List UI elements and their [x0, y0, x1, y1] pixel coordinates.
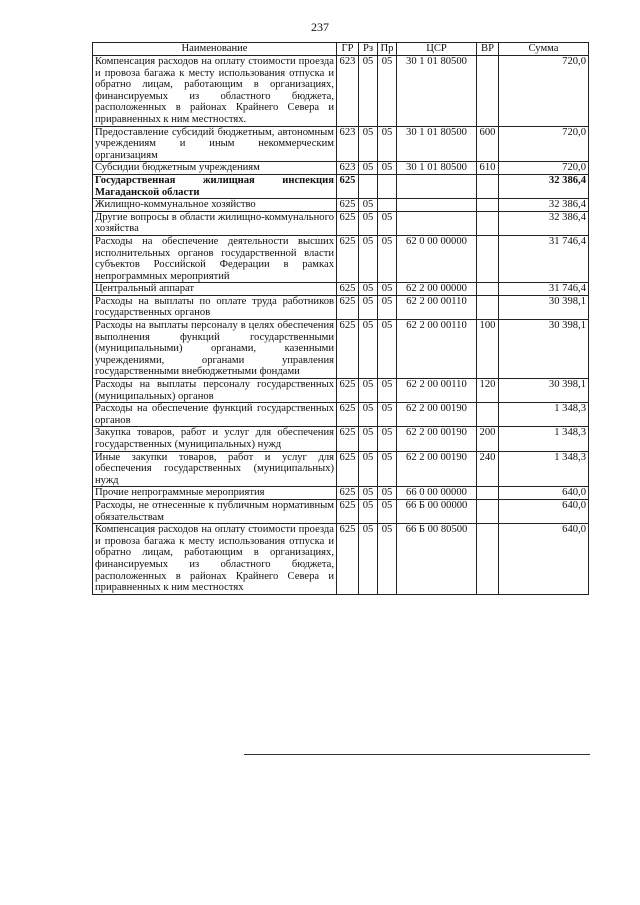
- header-pr: Пр: [378, 43, 397, 56]
- row-csr-cell: 30 1 01 80500: [397, 56, 477, 127]
- row-name-cell: Расходы, не отнесенные к публичным нормативным обязательствам: [93, 499, 337, 523]
- row-rz-cell: 05: [359, 235, 378, 282]
- table-row: [93, 499, 589, 523]
- row-vr-cell: [477, 174, 499, 198]
- row-gr-cell: 625: [337, 427, 359, 451]
- row-csr-cell: 30 1 01 80500: [397, 126, 477, 162]
- budget-table: [92, 42, 589, 595]
- row-csr-cell: 30 1 01 80500: [397, 162, 477, 175]
- row-csr-cell: 62 2 00 00190: [397, 403, 477, 427]
- table-row: [93, 487, 589, 500]
- row-vr-cell: [477, 499, 499, 523]
- table-row: [93, 524, 589, 595]
- table-row: [93, 403, 589, 427]
- row-pr-cell: 05: [378, 56, 397, 127]
- bottom-divider: [244, 754, 590, 755]
- row-gr-cell: 625: [337, 199, 359, 212]
- row-name-cell: Иные закупки товаров, работ и услуг для обеспечения государственных (муниципальных) нужд: [93, 451, 337, 487]
- row-name-cell: Расходы на выплаты по оплате труда работников государственных органов: [93, 295, 337, 319]
- row-pr-cell: 05: [378, 427, 397, 451]
- row-name-cell: Государственная жилищная инспекция Магаданской области: [93, 174, 337, 198]
- row-gr-cell: 625: [337, 379, 359, 403]
- row-gr-cell: 625: [337, 295, 359, 319]
- row-pr-cell: 05: [378, 283, 397, 296]
- row-csr-cell: 62 2 00 00110: [397, 320, 477, 379]
- table-row: [93, 211, 589, 235]
- row-name-cell: Субсидии бюджетным учреждениям: [93, 162, 337, 175]
- row-sum-cell: 32 386,4: [499, 174, 589, 198]
- row-sum-cell: 32 386,4: [499, 199, 589, 212]
- table-row: [93, 427, 589, 451]
- row-gr-cell: 623: [337, 126, 359, 162]
- row-rz-cell: 05: [359, 320, 378, 379]
- row-sum-cell: 30 398,1: [499, 320, 589, 379]
- row-csr-cell: 62 2 00 00110: [397, 295, 477, 319]
- row-csr-cell: [397, 174, 477, 198]
- row-csr-cell: 66 0 00 00000: [397, 487, 477, 500]
- row-name-cell: Другие вопросы в области жилищно-коммунального хозяйства: [93, 211, 337, 235]
- row-pr-cell: 05: [378, 295, 397, 319]
- row-vr-cell: 240: [477, 451, 499, 487]
- row-vr-cell: [477, 403, 499, 427]
- table-row: [93, 174, 589, 198]
- row-vr-cell: 120: [477, 379, 499, 403]
- row-sum-cell: 640,0: [499, 524, 589, 595]
- table-row: [93, 199, 589, 212]
- header-name: Наименование: [93, 43, 337, 56]
- row-csr-cell: 66 Б 00 00000: [397, 499, 477, 523]
- row-rz-cell: 05: [359, 487, 378, 500]
- row-sum-cell: 1 348,3: [499, 451, 589, 487]
- table-row: [93, 235, 589, 282]
- header-gr: ГР: [337, 43, 359, 56]
- row-sum-cell: 640,0: [499, 499, 589, 523]
- row-vr-cell: [477, 235, 499, 282]
- row-pr-cell: 05: [378, 126, 397, 162]
- row-gr-cell: 625: [337, 487, 359, 500]
- row-rz-cell: 05: [359, 199, 378, 212]
- row-name-cell: Компенсация расходов на оплату стоимости проезда и провоза багажа к месту использования отпуска и обратно лицам, работающим в организациях, финансируемых из областного бюджета, расположенных в районах Крайнего Севера и приравненных к ним местностях: [93, 524, 337, 595]
- row-rz-cell: 05: [359, 379, 378, 403]
- row-sum-cell: 30 398,1: [499, 295, 589, 319]
- row-sum-cell: 1 348,3: [499, 403, 589, 427]
- row-pr-cell: 05: [378, 524, 397, 595]
- row-vr-cell: [477, 295, 499, 319]
- row-vr-cell: [477, 487, 499, 500]
- row-vr-cell: [477, 524, 499, 595]
- row-rz-cell: 05: [359, 403, 378, 427]
- row-pr-cell: 05: [378, 451, 397, 487]
- row-csr-cell: 66 Б 00 80500: [397, 524, 477, 595]
- row-rz-cell: 05: [359, 524, 378, 595]
- row-sum-cell: 32 386,4: [499, 211, 589, 235]
- row-rz-cell: 05: [359, 126, 378, 162]
- row-vr-cell: 600: [477, 126, 499, 162]
- row-pr-cell: 05: [378, 162, 397, 175]
- row-vr-cell: 610: [477, 162, 499, 175]
- row-csr-cell: [397, 199, 477, 212]
- row-csr-cell: 62 2 00 00110: [397, 379, 477, 403]
- row-sum-cell: 31 746,4: [499, 283, 589, 296]
- header-csr: ЦСР: [397, 43, 477, 56]
- row-sum-cell: 30 398,1: [499, 379, 589, 403]
- row-vr-cell: [477, 283, 499, 296]
- row-gr-cell: 625: [337, 451, 359, 487]
- row-gr-cell: 625: [337, 235, 359, 282]
- row-rz-cell: 05: [359, 211, 378, 235]
- table-header-row: [93, 43, 589, 56]
- row-sum-cell: 720,0: [499, 56, 589, 127]
- table-row: [93, 162, 589, 175]
- row-rz-cell: 05: [359, 56, 378, 127]
- row-csr-cell: 62 2 00 00190: [397, 451, 477, 487]
- row-rz-cell: 05: [359, 283, 378, 296]
- row-vr-cell: [477, 56, 499, 127]
- row-vr-cell: [477, 199, 499, 212]
- row-name-cell: Жилищно-коммунальное хозяйство: [93, 199, 337, 212]
- row-pr-cell: 05: [378, 487, 397, 500]
- row-vr-cell: 200: [477, 427, 499, 451]
- row-gr-cell: 623: [337, 162, 359, 175]
- row-name-cell: Прочие непрограммные мероприятия: [93, 487, 337, 500]
- row-pr-cell: 05: [378, 235, 397, 282]
- row-gr-cell: 625: [337, 403, 359, 427]
- row-rz-cell: 05: [359, 427, 378, 451]
- row-rz-cell: 05: [359, 499, 378, 523]
- row-name-cell: Предоставление субсидий бюджетным, автономным учреждениям и иным некоммерческим организациям: [93, 126, 337, 162]
- table-row: [93, 379, 589, 403]
- row-pr-cell: 05: [378, 211, 397, 235]
- row-rz-cell: 05: [359, 162, 378, 175]
- row-vr-cell: [477, 211, 499, 235]
- row-sum-cell: 1 348,3: [499, 427, 589, 451]
- row-csr-cell: 62 2 00 00190: [397, 427, 477, 451]
- row-vr-cell: 100: [477, 320, 499, 379]
- row-rz-cell: 05: [359, 295, 378, 319]
- row-name-cell: Центральный аппарат: [93, 283, 337, 296]
- row-sum-cell: 720,0: [499, 126, 589, 162]
- row-pr-cell: [378, 174, 397, 198]
- row-pr-cell: 05: [378, 403, 397, 427]
- table-row: [93, 126, 589, 162]
- table-row: [93, 283, 589, 296]
- page-number: 237: [311, 20, 329, 34]
- row-csr-cell: 62 2 00 00000: [397, 283, 477, 296]
- row-gr-cell: 625: [337, 211, 359, 235]
- row-sum-cell: 31 746,4: [499, 235, 589, 282]
- row-pr-cell: 05: [378, 320, 397, 379]
- table-row: [93, 451, 589, 487]
- row-name-cell: Компенсация расходов на оплату стоимости проезда и провоза багажа к месту использования отпуска и обратно лицам, работающим в организациях, финансируемых из областного бюджета, расположенных в районах Крайнего Севера и приравненных к ним местностях.: [93, 56, 337, 127]
- row-name-cell: Расходы на выплаты персоналу в целях обеспечения выполнения функций государственными (муниципальными) органами, казенными учреждениями, органами управления государственными внебюджетными фондами: [93, 320, 337, 379]
- row-name-cell: Закупка товаров, работ и услуг для обеспечения государственных (муниципальных) нужд: [93, 427, 337, 451]
- row-pr-cell: 05: [378, 499, 397, 523]
- row-gr-cell: 623: [337, 56, 359, 127]
- row-rz-cell: 05: [359, 451, 378, 487]
- row-name-cell: Расходы на обеспечение функций государственных органов: [93, 403, 337, 427]
- row-name-cell: Расходы на обеспечение деятельности высших исполнительных органов государственной власти субъектов Российской Федерации в рамках непрограммных мероприятий: [93, 235, 337, 282]
- row-csr-cell: 62 0 00 00000: [397, 235, 477, 282]
- row-pr-cell: 05: [378, 379, 397, 403]
- header-rz: Рз: [359, 43, 378, 56]
- table-row: [93, 56, 589, 127]
- row-csr-cell: [397, 211, 477, 235]
- table-body: [93, 56, 589, 595]
- row-sum-cell: 640,0: [499, 487, 589, 500]
- row-rz-cell: [359, 174, 378, 198]
- row-gr-cell: 625: [337, 524, 359, 595]
- row-sum-cell: 720,0: [499, 162, 589, 175]
- row-name-cell: Расходы на выплаты персоналу государственных (муниципальных) органов: [93, 379, 337, 403]
- table-row: [93, 295, 589, 319]
- row-gr-cell: 625: [337, 499, 359, 523]
- row-gr-cell: 625: [337, 174, 359, 198]
- header-vr: ВР: [477, 43, 499, 56]
- row-gr-cell: 625: [337, 320, 359, 379]
- table-row: [93, 320, 589, 379]
- header-sum: Сумма: [499, 43, 589, 56]
- row-gr-cell: 625: [337, 283, 359, 296]
- row-pr-cell: [378, 199, 397, 212]
